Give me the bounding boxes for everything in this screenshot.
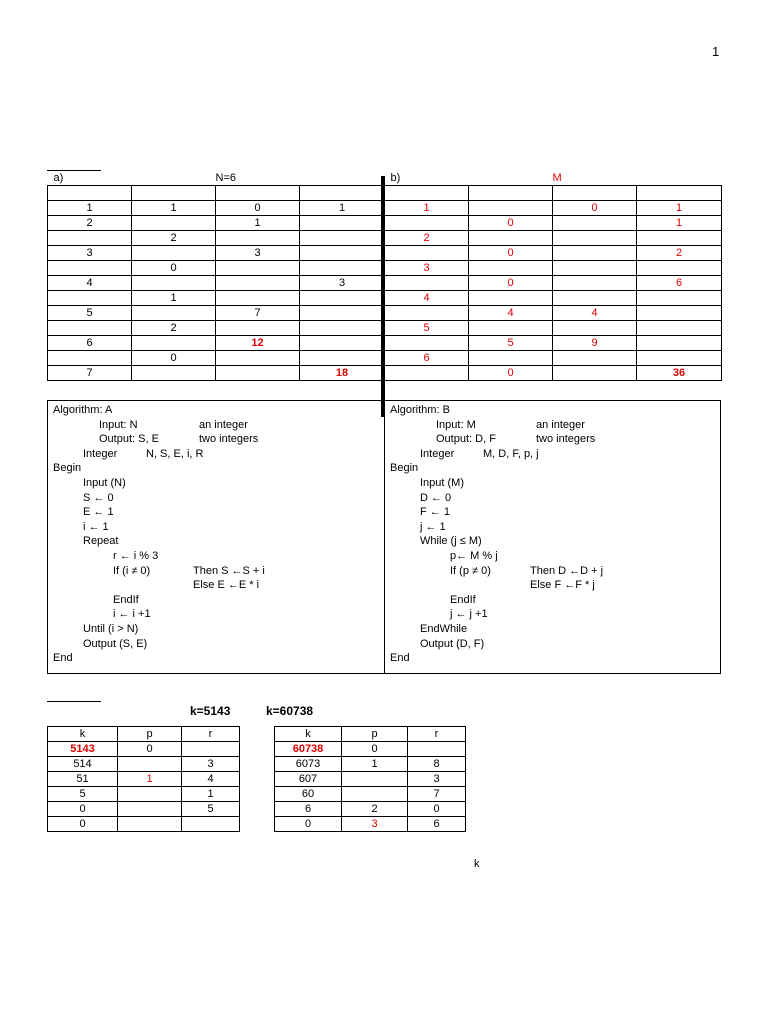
part-a-cell — [132, 246, 216, 261]
k-table-cell: 0 — [408, 802, 466, 817]
part-b-cell: 5 — [385, 321, 469, 336]
k-table-cell: 0 — [48, 802, 118, 817]
part-a-cell: 2 — [132, 231, 216, 246]
column-header: p — [342, 727, 408, 742]
part-b-cell: 9 — [553, 336, 637, 351]
part-a-cell — [132, 336, 216, 351]
part-a-cell — [300, 246, 385, 261]
k-table-row — [48, 757, 240, 772]
algo-a-line: i ← i +1 — [113, 608, 151, 621]
k-table-cell: 5 — [48, 787, 118, 802]
column-header: k — [275, 727, 342, 742]
k-table-row — [48, 787, 240, 802]
part-b-cell — [553, 216, 637, 231]
k-table-cell: 0 — [118, 742, 182, 757]
k-table-cell: 5 — [182, 802, 240, 817]
part-b-cell — [553, 366, 637, 381]
header-cell — [385, 186, 469, 201]
k-table-cell: 0 — [342, 742, 408, 757]
k-table-cell — [182, 817, 240, 832]
part-a-cell: 4 — [48, 276, 132, 291]
part-b-cell — [385, 366, 469, 381]
part-a-cell: 18 — [300, 366, 385, 381]
blank-cell — [469, 171, 553, 186]
algo-a-line: Output: S, E — [99, 433, 159, 446]
algorithms-divider — [384, 401, 385, 673]
part-a-cell — [132, 306, 216, 321]
k-table-header-row — [48, 727, 240, 742]
algo-a-line: Begin — [53, 462, 82, 475]
part-b-cell — [385, 276, 469, 291]
part-b-cell — [637, 351, 722, 366]
k-table-cell: 3 — [408, 772, 466, 787]
k-table-cell: 607 — [275, 772, 342, 787]
part-b-cell — [637, 291, 722, 306]
part-a-cell — [216, 321, 300, 336]
part-a-cell — [300, 306, 385, 321]
k-table-cell: 5143 — [48, 742, 118, 757]
algo-b-line: Output: D, F — [436, 433, 496, 446]
algo-b-line: If (p ≠ 0) — [450, 564, 491, 577]
k-table-cell — [342, 772, 408, 787]
part-b-cell: 1 — [637, 201, 722, 216]
algo-a-line: Output (S, E) — [83, 637, 148, 650]
algo-b-line: Integer — [420, 447, 455, 460]
part-a-cell: 7 — [48, 366, 132, 381]
part-b-cell: 0 — [553, 201, 637, 216]
column-separator — [381, 176, 385, 417]
part-b-cell — [469, 231, 553, 246]
k-table-cell — [408, 742, 466, 757]
algo-a-line: N, S, E, i, R — [146, 447, 204, 460]
k-table-cell: 3 — [342, 817, 408, 832]
k-table-cell — [182, 742, 240, 757]
part-b-cell — [637, 261, 722, 276]
k-table-row — [48, 817, 240, 832]
k-table-row — [275, 772, 466, 787]
part-b-title: M — [553, 171, 637, 186]
part-a-cell: 0 — [216, 201, 300, 216]
part-b-cell — [553, 231, 637, 246]
part-a-cell: 1 — [132, 291, 216, 306]
part-a-cell — [300, 261, 385, 276]
k-table-cell — [342, 787, 408, 802]
part-a-cell: 2 — [132, 321, 216, 336]
algo-a-line: Algorithm: A — [53, 404, 113, 416]
part-a-cell — [132, 216, 216, 231]
k-table-cell: 0 — [275, 817, 342, 832]
part-b-cell: 4 — [553, 306, 637, 321]
k-table-cell: 1 — [342, 757, 408, 772]
algo-a-line: Input (N) — [83, 477, 126, 489]
part-a-cell: 2 — [48, 216, 132, 231]
part-a-cell — [216, 276, 300, 291]
algo-b-line: p← M % j — [450, 550, 498, 562]
part-a-cell — [300, 336, 385, 351]
part-b-cell: 0 — [469, 366, 553, 381]
part-a-cell — [300, 231, 385, 246]
algo-a-line: Then S ←S + i — [193, 564, 265, 577]
part-b-cell — [637, 336, 722, 351]
k-table-cell: 1 — [118, 772, 182, 787]
part-b-cell: 5 — [469, 336, 553, 351]
part-a-cell: 12 — [216, 336, 300, 351]
algo-a-line: Else E ←E * i — [193, 579, 260, 592]
k-table-cell: 6 — [408, 817, 466, 832]
part-b-cell: 0 — [469, 276, 553, 291]
algorithms-box — [47, 400, 721, 674]
part-a-cell: 5 — [48, 306, 132, 321]
k-table-cell — [118, 757, 182, 772]
part-a-cell: 1 — [300, 201, 385, 216]
algo-b-line: While (j ≤ M) — [420, 535, 482, 548]
part-a-label: a) — [48, 171, 132, 186]
section-rule-bottom — [47, 701, 101, 702]
part-a-cell — [300, 351, 385, 366]
part-b-cell — [553, 291, 637, 306]
part-a-cell — [300, 216, 385, 231]
k-table-5143 — [47, 726, 240, 832]
k-table-row — [275, 802, 466, 817]
part-a-cell: 3 — [216, 246, 300, 261]
part-a-cell — [48, 231, 132, 246]
algo-a-line: E ← 1 — [83, 506, 114, 519]
part-b-cell: 1 — [637, 216, 722, 231]
k-table-cell: 1 — [182, 787, 240, 802]
k-table-cell: 60 — [275, 787, 342, 802]
blank-cell — [132, 171, 216, 186]
k-table-cell: 7 — [408, 787, 466, 802]
part-a-cell — [300, 321, 385, 336]
k-table-cell: 514 — [48, 757, 118, 772]
part-b-cell: 3 — [385, 261, 469, 276]
algo-b-line: D ← 0 — [420, 491, 452, 504]
header-cell — [132, 186, 216, 201]
k-table-row — [48, 802, 240, 817]
part-b-cell — [385, 246, 469, 261]
header-cell — [300, 186, 385, 201]
part-a-cell — [132, 366, 216, 381]
column-header: k — [48, 727, 118, 742]
page-number: 1 — [712, 44, 720, 59]
k-title-2: k=60738 — [266, 704, 314, 718]
part-a-cell — [132, 276, 216, 291]
k-table-cell — [118, 802, 182, 817]
part-b-cell — [553, 261, 637, 276]
algo-a-line: S ← 0 — [83, 491, 114, 504]
part-a-cell — [48, 321, 132, 336]
part-b-cell — [385, 306, 469, 321]
part-a-cell: 3 — [48, 246, 132, 261]
part-a-cell — [216, 291, 300, 306]
algo-b-line: End — [390, 652, 410, 665]
part-b-cell — [469, 291, 553, 306]
algo-b-line: Output (D, F) — [420, 637, 485, 650]
algo-b-line: EndIf — [450, 593, 476, 606]
part-a-cell: 3 — [300, 276, 385, 291]
algo-b-line: two integers — [536, 433, 596, 446]
part-a-cell — [216, 231, 300, 246]
blank-cell — [637, 171, 722, 186]
part-a-cell: 1 — [48, 201, 132, 216]
algo-a-line: If (i ≠ 0) — [113, 564, 151, 577]
column-header: r — [182, 727, 240, 742]
part-b-cell — [469, 201, 553, 216]
k-table-cell: 2 — [342, 802, 408, 817]
algo-b-line: M, D, F, p, j — [483, 447, 539, 460]
part-a-cell: 0 — [132, 261, 216, 276]
blank-cell — [300, 171, 385, 186]
column-header: p — [118, 727, 182, 742]
k-table-cell: 4 — [182, 772, 240, 787]
part-a-cell: 1 — [216, 216, 300, 231]
part-b-cell: 6 — [637, 276, 722, 291]
part-b-cell — [553, 351, 637, 366]
algo-a-line: Repeat — [83, 535, 119, 548]
header-cell — [48, 186, 132, 201]
k-table-cell: 60738 — [275, 742, 342, 757]
k-table-cell — [118, 787, 182, 802]
k-table-row — [275, 817, 466, 832]
k-table-cell — [118, 817, 182, 832]
k-table-cell: 0 — [48, 817, 118, 832]
part-a-title: N=6 — [216, 171, 300, 186]
algo-b-line: j ← 1 — [420, 520, 446, 533]
k-table-cell: 6073 — [275, 757, 342, 772]
k-table-cell: 8 — [408, 757, 466, 772]
part-a-cell: 0 — [132, 351, 216, 366]
header-cell — [216, 186, 300, 201]
part-a-cell — [216, 261, 300, 276]
algo-b-line: Else F ←F * j — [530, 579, 595, 592]
algo-b-line: Begin — [390, 462, 419, 475]
algo-b-line: Algorithm: B — [390, 404, 450, 416]
k-table-row — [48, 772, 240, 787]
part-b-cell — [637, 231, 722, 246]
k-table-cell: 51 — [48, 772, 118, 787]
part-a-cell: 7 — [216, 306, 300, 321]
header-cell — [469, 186, 553, 201]
part-a-cell — [300, 291, 385, 306]
k-title-1: k=5143 — [190, 704, 231, 718]
algo-a-line: Input: N — [99, 418, 138, 431]
part-b-cell: 4 — [385, 291, 469, 306]
part-b-cell: 0 — [469, 246, 553, 261]
k-table-60738 — [274, 726, 466, 832]
k-table-cell: 6 — [275, 802, 342, 817]
part-b-cell: 6 — [385, 351, 469, 366]
part-b-cell — [385, 336, 469, 351]
part-b-cell: 36 — [637, 366, 722, 381]
part-a-cell — [216, 366, 300, 381]
algo-a-line: r ← i % 3 — [113, 550, 159, 562]
part-b-label: b) — [385, 171, 469, 186]
k-table-row — [275, 757, 466, 772]
k-table-row — [275, 742, 466, 757]
footer-k: k — [474, 858, 480, 870]
algo-a-line: an integer — [199, 418, 248, 431]
part-a-cell — [48, 351, 132, 366]
algo-b-line: j ← j +1 — [450, 608, 488, 621]
algo-a-line: EndIf — [113, 593, 139, 606]
part-b-cell — [469, 351, 553, 366]
algo-b-line: Then D ←D + j — [530, 564, 604, 577]
k-table-cell: 3 — [182, 757, 240, 772]
part-b-cell — [553, 246, 637, 261]
algo-b-line: EndWhile — [420, 623, 468, 635]
column-header: r — [408, 727, 466, 742]
algo-b-line: an integer — [536, 418, 585, 431]
header-cell — [553, 186, 637, 201]
algo-b-line: F ← 1 — [420, 506, 450, 519]
part-b-cell — [553, 276, 637, 291]
algo-a-line: Integer — [83, 447, 118, 460]
part-b-cell — [553, 321, 637, 336]
part-b-cell: 1 — [385, 201, 469, 216]
part-b-cell: 0 — [469, 216, 553, 231]
part-b-cell: 4 — [469, 306, 553, 321]
part-b-cell — [385, 216, 469, 231]
algo-a-line: End — [53, 652, 73, 665]
part-b-cell — [637, 321, 722, 336]
part-b-cell: 2 — [385, 231, 469, 246]
algo-a-line: two integers — [199, 433, 259, 446]
k-table-header-row — [275, 727, 466, 742]
k-table-row — [48, 742, 240, 757]
part-a-cell: 1 — [132, 201, 216, 216]
part-b-cell — [469, 261, 553, 276]
part-b-cell — [469, 321, 553, 336]
part-b-cell: 2 — [637, 246, 722, 261]
part-a-cell — [48, 291, 132, 306]
part-a-cell: 6 — [48, 336, 132, 351]
algo-b-line: Input (M) — [420, 477, 465, 489]
part-a-cell — [216, 351, 300, 366]
algo-a-line: Until (i > N) — [83, 623, 139, 635]
algo-b-line: Input: M — [436, 418, 476, 431]
part-a-cell — [48, 261, 132, 276]
part-b-cell — [637, 306, 722, 321]
algo-a-line: i ← 1 — [83, 520, 109, 533]
k-table-row — [275, 787, 466, 802]
header-cell — [637, 186, 722, 201]
